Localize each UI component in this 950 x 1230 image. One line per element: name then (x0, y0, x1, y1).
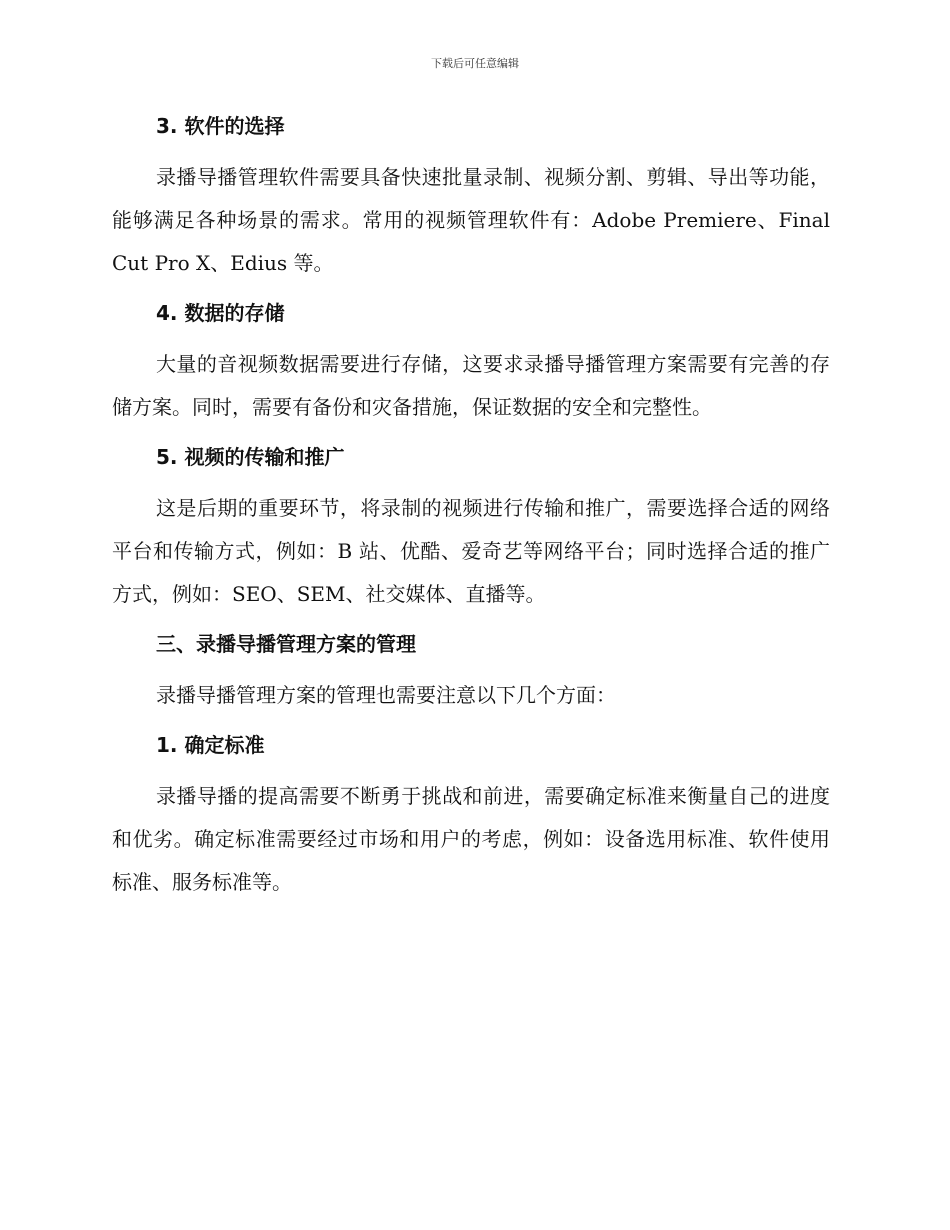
section-heading-storage: 4. 数据的存储 (156, 301, 285, 325)
section-heading-software: 3. 软件的选择 (156, 114, 285, 138)
paragraph-storage: 大量的音视频数据需要进行存储，这要求录播导播管理方案需要有完善的存储方案。同时，需要有备份和灾备措施，保证数据的安全和完整性。 (112, 352, 830, 419)
paragraph-standards: 录播导播的提高需要不断勇于挑战和前进，需要确定标准来衡量自己的进度和优劣。确定标准需要经过市场和用户的考虑，例如：设备选用标准、软件使用标准、服务标准等。 (112, 784, 830, 894)
paragraph-transmission: 这是后期的重要环节，将录制的视频进行传输和推广，需要选择合适的网络平台和传输方式，例如：B 站、优酷、爱奇艺等网络平台；同时选择合适的推广方式，例如：SEO、SEM、社交媒体、直播等。 (112, 496, 830, 606)
section-heading-transmission: 5. 视频的传输和推广 (156, 445, 345, 469)
section-heading-standards: 1. 确定标准 (156, 733, 265, 757)
page-header: 下载后可任意编辑 (431, 57, 519, 70)
section-heading-management: 三、录播导播管理方案的管理 (156, 632, 416, 656)
paragraph-software: 录播导播管理软件需要具备快速批量录制、视频分割、剪辑、导出等功能，能够满足各种场景的需求。常用的视频管理软件有：Adobe Premiere、Final Cut Pro X、Edius 等。 (112, 165, 830, 275)
document-body (112, 108, 830, 914)
paragraph-management-intro: 录播导播管理方案的管理也需要注意以下几个方面： (156, 683, 616, 707)
